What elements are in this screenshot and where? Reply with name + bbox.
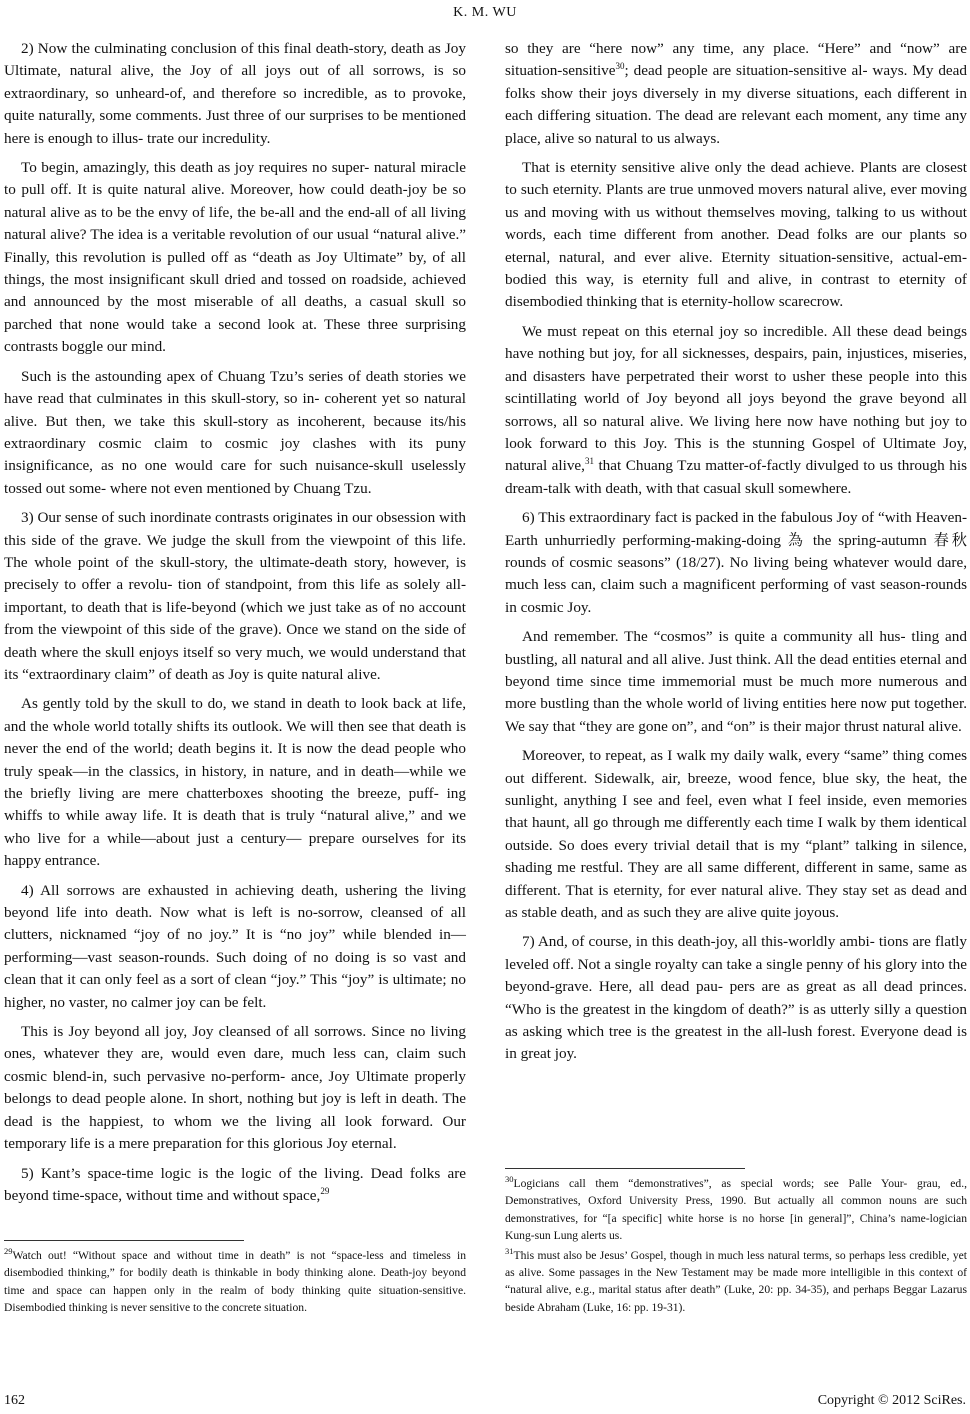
paragraph — [4, 38, 466, 150]
text-run: 7) And, of course, in this death-joy, all this-worldly ambi- tions are flatly leveled off. Not a single royalty can take a single penny of his glory into the beyond-grave. Here, all dead pau- pers are as great as all dead princes. “Who is the greatest in the kingdom of death?” is as utterly silly a question as asking which tree is the greatest in the all-lush forest. Everyone dead is in great joy. — [505, 933, 967, 1063]
footnote-rule — [505, 1168, 745, 1169]
text-run: This must also be Jesus’ Gospel, though in much less natural terms, so perhaps less credible, yet as alive. Some passages in the New Testament may be made more intelligible in this context of “natural alive, e.g., marital status after death” (Luke, 20: pp. 34-35), and perhaps Beggar Lazarus beside Abraham (Luke, 16: pp. 19-31). — [505, 1248, 967, 1314]
text-run: Watch out! “Without space and without time in death” is not “space-less and timeless in disembodied thinking,” for bodily death is thinkable in body thinking alone. Death-joy beyond time and space can happen only in the realm of body thinking quite situation-sensitive. Disembodied thinking is never sensitive to the concrete situation. — [4, 1249, 466, 1315]
paragraph — [505, 321, 967, 500]
text-run: This is Joy beyond all joy, Joy cleansed of all sorrows. Since no living ones, whatever they are, would even dare, much less can, claim such cosmic blend-in, such pervasive no-perform- ance, Joy Ultimate properly belongs to dead people alone. In short, nothing but joy is left in death. The dead is the happiest, to whom we the living all look forward. Our temporary life is a mere preparation for this glorious Joy eternal. — [4, 1023, 466, 1153]
paragraph — [4, 366, 466, 500]
text-run: 4) All sorrows are exhausted in achieving death, ushering the living beyond life into death. Now what is left is no-sorrow, cleansed of all clutters, nicknamed “joy of no joy.” It is “no joy” while blended in—performing—vast season-rounds. Such doing of no doing is so vast and clean that it can only feel as a sort of clean “joy.” This “joy” is ultimate; no higher, no vaster, no calmer joy can be felt. — [4, 881, 466, 1011]
text-run: That is eternity sensitive alive only the dead achieve. Plants are closest to such eternity. Plants are true unmoved movers natural alive, ever moving us and moving with us without themselves moving, talking to us without words, each time different from another. Dead folks are our plants so eternal, natural, and ever alive. Eternity situation-sensitive, actual-em- bodied this way, is eternity full and alive, in contrast to eternity of disembodied thinking that is eternity-hollow scarecrow. — [505, 159, 967, 311]
paragraph — [505, 38, 967, 150]
text-run: Logicians call them “demonstratives”, as special words; see Palle Your- grau, ed., Demonstratives, Oxford University Press, 1990. But actually all common nouns are such demonstratives, for “[a specific] white horse is no horse [in general]”, China’s name-logician Kung-sun Lung alerts us. — [505, 1177, 967, 1243]
text-run: ; dead people are situation-sensitive al- ways. My dead folks show their joys diversely in my diverse situations, each different in each differing situation. The dead are relevant each moment, any time any place, alive so natural to us always. — [505, 62, 967, 147]
text-run: We must repeat on this eternal joy so incredible. All these dead beings have nothing but joy, for all sicknesses, despairs, pain, injustices, miseries, and disasters have perpetrated their worst to usher these people into this scintillating world of Joy beyond all joys beyond the grave beyond all sorrows, all so natural alive. We living here now have nothing but joy to look forward to this Joy. This is the stunning Gospel of Ultimate Joy, natural alive, — [505, 322, 967, 475]
footnote — [4, 1247, 466, 1317]
text-run: so they are “here now” any time, any place. “Here” and “now” are situation-sensitive — [505, 40, 967, 80]
text-run: that Chuang Tzu matter-of-factly divulged to us through his dream-talk with death, with that casual skull somewhere. — [505, 457, 967, 497]
text-run: To begin, amazingly, this death as joy requires no super- natural miracle to pull off. It is quite natural alive. Moreover, how could death-joy be so natural alive as to be the envy of life, the be-all and the end-all of all living natural alive? The idea is a veritable revolution of our usual “natural alive.” Finally, this revolution is pulled off as “death as Joy Ultimate” by, of all things, the most insignificant skull dried and tossed on roadside, achieved and announced by the most miserable of all deaths, a casual skull so parched that none would take a second look at. These three surprising contrasts boggle our mind. — [4, 159, 466, 356]
footnote-marker: 29 — [4, 1246, 13, 1257]
text-run: 5) Kant’s space-time logic is the logic of the living. Dead folks are beyond time-space, without time and without space, — [4, 1164, 466, 1204]
text-run: Such is the astounding apex of Chuang Tzu’s series of death stories we have read that culminates in this skull-story, so in- coherent yet so natural alive. But then, we take this skull-story as incoherent, because its/his extraordinary cosmic claim to cosmic joy clashes with its puny insignificance, as no one would care for such nuisance-skull uselessly tossed out some- where not even mentioned by Chuang Tzu. — [4, 367, 466, 497]
paragraph — [505, 507, 967, 619]
footnotes-left — [4, 1240, 466, 1319]
paragraph — [4, 157, 466, 359]
text-run: 2) Now the culminating conclusion of this final death-story, death as Joy Ultimate, natural alive, the Joy of all joys out of all sorrows, is so extraordinary, so unheard-of, and therefore so incredible, as to provoke, quite naturally, some comments. Just three of our surprises to be mentioned here is enough to illus- trate our incredulity. — [4, 40, 466, 147]
page-number: 162 — [4, 1393, 25, 1408]
footnote-rule — [4, 1240, 244, 1241]
text-run: 3) Our sense of such inordinate contrasts originates in our obsession with this side of the grave. We judge the skull from the viewpoint of this life. The whole point of the skull-story, the ultimate-death story, however, is precisely to offer a revolu- tion of standpoint, from this life as solely all-important, to death that is life-beyond (which we just take as of no account from the viewpoint of this side of the grave). Once we stand on the side of death where the skull enjoys itself so very much, we would understand that its “extraordinary claim” of death as Joy is quite natural alive. — [4, 509, 466, 683]
footnote-marker: 29 — [320, 1185, 330, 1196]
paragraph — [505, 157, 967, 314]
paragraph — [505, 626, 967, 738]
text-run: As gently told by the skull to do, we stand in death to look back at life, and the whole world totally shifts its outlook. We will then see that death is never the end of the world; death begins it. It is now the dead people who truly speak—in the classics, in history, in nature, and in death—while we the briefly living are mere chatterboxes shooting the breeze, puff- ing whiffs to while away life. It is death that is truly “natural alive,” and we who live for a while—about just a century— prepare ourselves for its happy entrance. — [4, 695, 466, 870]
left-column — [4, 38, 466, 1214]
footnote-marker: 31 — [584, 456, 594, 467]
footnote-marker: 31 — [505, 1245, 514, 1256]
paragraph — [505, 745, 967, 924]
footnote — [505, 1247, 967, 1317]
text-run: And remember. The “cosmos” is quite a community all hus- tling and bustling, all natural and all alive. Just think. All the dead entities eternal and beyond time since time immemorial must be much more numerous and more bustling than the whole world of living entities here now put together. We say that “they are gone on”, and “on” is their major thrust natural alive. — [505, 628, 967, 735]
paragraph — [4, 1021, 466, 1155]
text-run: Moreover, to repeat, as I walk my daily walk, every “same” thing comes out different. Sidewalk, air, breeze, wood fence, blue sky, the heat, the sunlight, anything I see and feel, even what I feel inside, even memories that haunt, all go through me differently each time I walk by them identical outside. So does every trivial detail that is my “plant” talking in silence, shading me restful. They are all same different, different in same, same as different. That is eternity, for ever natural alive. They stay set as dead and as stable death, and as such they are alive quite joyous. — [505, 747, 967, 922]
footnote — [505, 1175, 967, 1245]
paragraph — [505, 931, 967, 1065]
running-head: K. M. WU — [453, 5, 517, 20]
copyright-notice: Copyright © 2012 SciRes. — [817, 1393, 966, 1408]
footnote-marker: 30 — [615, 61, 625, 72]
footnotes-right — [505, 1168, 967, 1318]
paragraph — [4, 1163, 466, 1208]
right-column — [505, 38, 967, 1073]
footnote-marker: 30 — [505, 1174, 514, 1185]
paragraph — [4, 880, 466, 1014]
paragraph — [4, 693, 466, 872]
text-run: 6) This extraordinary fact is packed in the fabulous Joy of “with Heaven-Earth unhurriedly performing-making-doing 為 the spring-autumn 春秋 rounds of cosmic seasons” (18/27). No living being whatever would dare, much less can, claim such a magnificent performing of vast season-rounds in cosmic Joy. — [505, 509, 967, 616]
paragraph — [4, 507, 466, 686]
